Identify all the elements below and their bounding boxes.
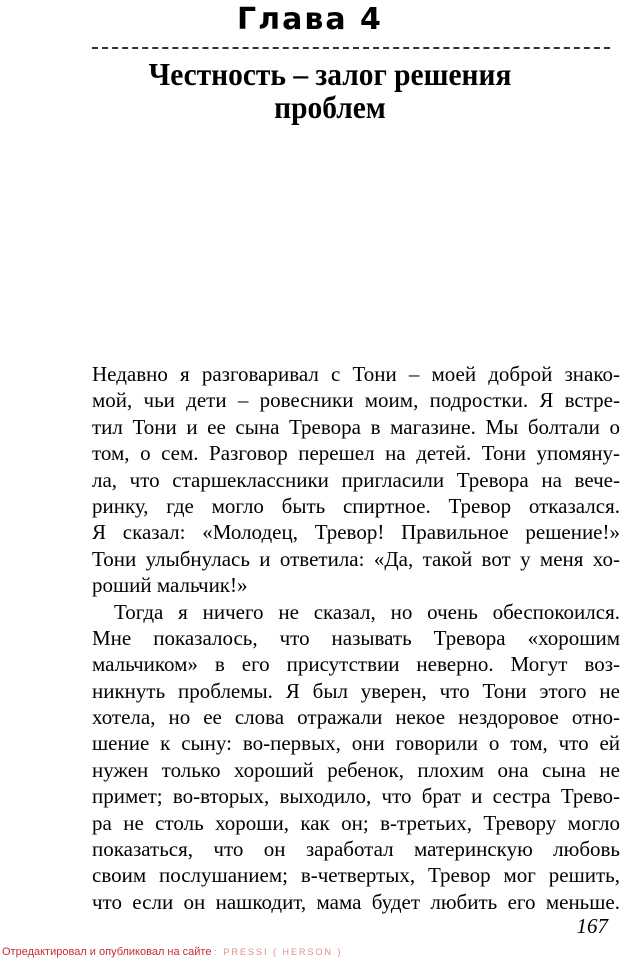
footer-credit xyxy=(2,946,343,958)
text-line: Мне показалось, что называть Тревора «хорошим xyxy=(92,625,620,650)
text-line: мой, чьи дети – ровесники моим, подростки. Я встре- xyxy=(92,388,620,413)
text-line: ринку, где могло быть спиртное. Тревор отказался. xyxy=(92,493,620,518)
chapter-divider xyxy=(92,47,610,49)
text-line: шение к сыну: во-первых, они говорили о том, что ей xyxy=(92,731,620,756)
text-line: своим послушанием; в-четвертых, Тревор мог решить, xyxy=(92,863,620,888)
text-line: Недавно я разговаривал с Тони – моей доброй знако- xyxy=(92,362,620,386)
text-line: роший мальчик!» xyxy=(92,573,248,598)
chapter-title-line-1: Честность – залог решения xyxy=(148,56,512,92)
text-line: Я сказал: «Молодец, Тревор! Правильное решение!» xyxy=(92,520,620,545)
text-line: ра не столь хороши, как он; в-третьих, Тревору могло xyxy=(92,810,620,835)
text-line: тил Тони и ее сына Тревора в магазине. Мы болтали о xyxy=(92,414,620,439)
text-line: примет; во-вторых, выходило, что брат и сестра Трево- xyxy=(92,784,620,809)
chapter-label: Глава 4 xyxy=(237,2,383,37)
text-line: хотела, но ее слова отражали некое нездоровое отно- xyxy=(92,705,620,730)
page-number: 167 xyxy=(576,914,608,938)
text-line: Тогда я ничего не сказал, но очень обеспокоился. xyxy=(114,599,620,624)
text-line: показаться, что он заработал материнскую любовь xyxy=(92,837,620,862)
footer-site-link[interactable]: : PRESSI ( HERSON ) xyxy=(214,947,343,957)
text-line: ла, что старшеклассники пригласили Тревора на вече- xyxy=(92,467,620,492)
chapter-title xyxy=(63,58,597,124)
text-line: что если он нашкодит, мама будет любить его меньше. xyxy=(92,889,620,914)
footer-text: Отредактировал и опубликовал на сайте xyxy=(2,946,212,958)
text-line: том, о сем. Разговор перешел на детей. Тони упомяну- xyxy=(92,441,620,466)
text-line: нужен только хороший ребенок, плохим она сына не xyxy=(92,757,620,782)
chapter-title-line-2: проблем xyxy=(274,89,386,125)
text-line: никнуть проблемы. Я был уверен, что Тони этого не xyxy=(92,678,620,703)
text-line: мальчиком» в его присутствии неверно. Могут воз- xyxy=(92,652,620,677)
text-line: Тони улыбнулась и ответила: «Да, такой вот у меня хо- xyxy=(92,546,620,571)
body-text xyxy=(92,361,620,915)
